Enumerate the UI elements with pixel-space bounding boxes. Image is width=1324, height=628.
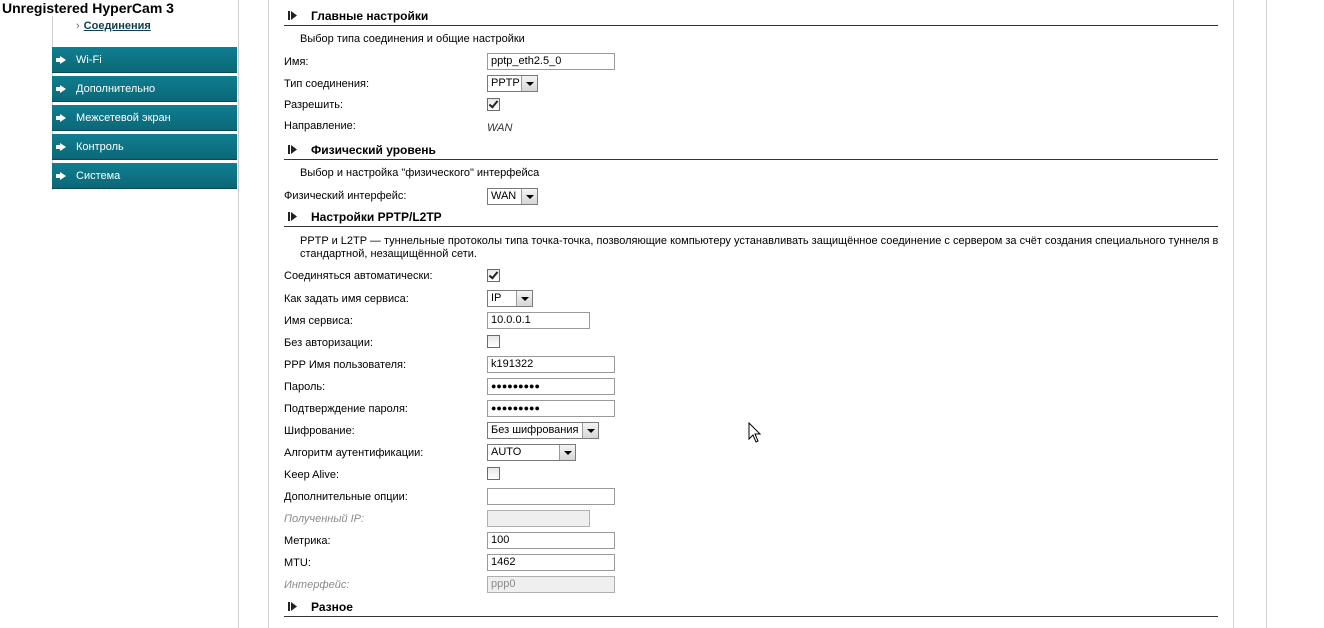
physical-interface-label: Физический интерфейс: — [284, 190, 407, 202]
received-ip-input — [487, 510, 590, 527]
service-mode-select[interactable] — [487, 290, 533, 307]
section-arrow-icon — [288, 144, 298, 155]
sidebar-subitem-label: Соединения — [83, 20, 151, 32]
section-header-physical — [284, 141, 1218, 160]
mtu-label: MTU: — [284, 557, 311, 569]
section-header-main — [284, 7, 1218, 26]
auto-connect-checkbox[interactable] — [487, 269, 500, 282]
mtu-input[interactable]: 1462 — [487, 554, 615, 571]
select-value: IP — [491, 292, 502, 304]
name-input[interactable]: pptp_eth2.5_0 — [487, 53, 615, 70]
section-title: Физический уровень — [311, 143, 436, 157]
encryption-label: Шифрование: — [284, 425, 355, 437]
username-label: PPP Имя пользователя: — [284, 359, 407, 371]
arrow-right-icon — [60, 85, 66, 93]
arrow-right-icon — [60, 172, 66, 180]
service-name-label: Имя сервиса: — [284, 315, 353, 327]
no-auth-label: Без авторизации: — [284, 337, 374, 349]
enable-label: Разрешить: — [284, 99, 344, 111]
sidebar-item-advanced[interactable] — [52, 76, 237, 102]
auth-algorithm-label: Алгоритм аутентификации: — [284, 447, 424, 459]
section-title: Разное — [311, 600, 353, 614]
sidebar-item-label: Контроль — [76, 141, 124, 153]
section-arrow-icon — [288, 601, 298, 612]
section-arrow-icon — [288, 10, 298, 21]
password-label: Пароль: — [284, 381, 326, 393]
section-description: Выбор типа соединения и общие настройки — [300, 33, 525, 45]
content-border-right — [1233, 0, 1234, 628]
sidebar-subitem-connections[interactable] — [76, 20, 151, 32]
interface-input: ppp0 — [487, 576, 615, 593]
direction-value: WAN — [487, 122, 513, 134]
sidebar — [0, 0, 239, 628]
received-ip-label: Полученный IP: — [284, 513, 365, 525]
chevron-down-icon[interactable] — [521, 189, 537, 204]
section-description: Выбор и настройка "физического" интерфейса — [300, 167, 540, 179]
interface-label: Интерфейс: — [284, 579, 350, 591]
page-border-right — [1266, 0, 1267, 628]
arrow-right-icon — [60, 114, 66, 122]
no-auth-checkbox[interactable] — [487, 335, 500, 348]
connection-type-select[interactable] — [487, 75, 538, 92]
direction-label: Направление: — [284, 120, 356, 132]
sidebar-nav — [52, 47, 237, 192]
section-header-misc — [284, 598, 1218, 617]
select-value: PPTP — [491, 77, 520, 89]
sidebar-item-control[interactable] — [52, 134, 237, 160]
sidebar-item-system[interactable] — [52, 163, 237, 189]
password-input[interactable]: ●●●●●●●●● — [487, 378, 615, 395]
chevron-down-icon[interactable] — [559, 445, 575, 460]
select-value: WAN — [491, 190, 517, 202]
arrow-right-icon — [60, 56, 66, 64]
select-value: AUTO — [491, 446, 522, 458]
password-confirm-input[interactable]: ●●●●●●●●● — [487, 400, 615, 417]
chevron-down-icon[interactable] — [516, 291, 532, 306]
select-value: Без шифрования — [491, 424, 579, 436]
section-header-pptp — [284, 208, 1218, 227]
extra-options-label: Дополнительные опции: — [284, 491, 408, 503]
metric-label: Метрика: — [284, 535, 331, 547]
connection-type-label: Тип соединения: — [284, 78, 369, 90]
keep-alive-label: Keep Alive: — [284, 469, 340, 481]
section-title: Главные настройки — [311, 9, 429, 23]
bullet-icon: › — [76, 20, 80, 32]
sidebar-item-wifi[interactable] — [52, 47, 237, 73]
keep-alive-checkbox[interactable] — [487, 467, 500, 480]
encryption-select[interactable] — [487, 422, 599, 439]
mouse-cursor-icon — [748, 422, 762, 444]
section-title: Настройки PPTP/L2TP — [311, 210, 442, 224]
service-mode-label: Как задать имя сервиса: — [284, 293, 409, 305]
name-label: Имя: — [284, 56, 309, 68]
sidebar-item-label: Межсетевой экран — [76, 112, 171, 124]
auth-algorithm-select[interactable] — [487, 444, 576, 461]
chevron-down-icon[interactable] — [521, 76, 537, 91]
sidebar-item-label: Wi-Fi — [76, 54, 102, 66]
hypercam-watermark: Unregistered HyperCam 3 — [2, 0, 174, 16]
service-name-input[interactable]: 10.0.0.1 — [487, 312, 590, 329]
arrow-right-icon — [60, 143, 66, 151]
enable-checkbox[interactable] — [487, 98, 500, 111]
password-confirm-label: Подтверждение пароля: — [284, 403, 408, 415]
sidebar-item-label: Дополнительно — [76, 83, 156, 95]
chevron-down-icon[interactable] — [582, 423, 598, 438]
auto-connect-label: Соединяться автоматически: — [284, 270, 433, 282]
metric-input[interactable]: 100 — [487, 532, 615, 549]
username-input[interactable]: k191322 — [487, 356, 615, 373]
extra-options-input[interactable] — [487, 488, 615, 505]
physical-interface-select[interactable] — [487, 188, 538, 205]
section-arrow-icon — [288, 211, 298, 222]
sidebar-item-label: Система — [76, 170, 121, 182]
content-border-left — [268, 0, 269, 628]
sidebar-item-firewall[interactable] — [52, 105, 237, 131]
section-description: PPTP и L2TP — туннельные протоколы типа точка-точка, позволяющие компьютеру устанавливать защищённое соединение с сервером за счёт создания специального туннеля в стандартной, незащищённой сети. — [300, 235, 1219, 260]
